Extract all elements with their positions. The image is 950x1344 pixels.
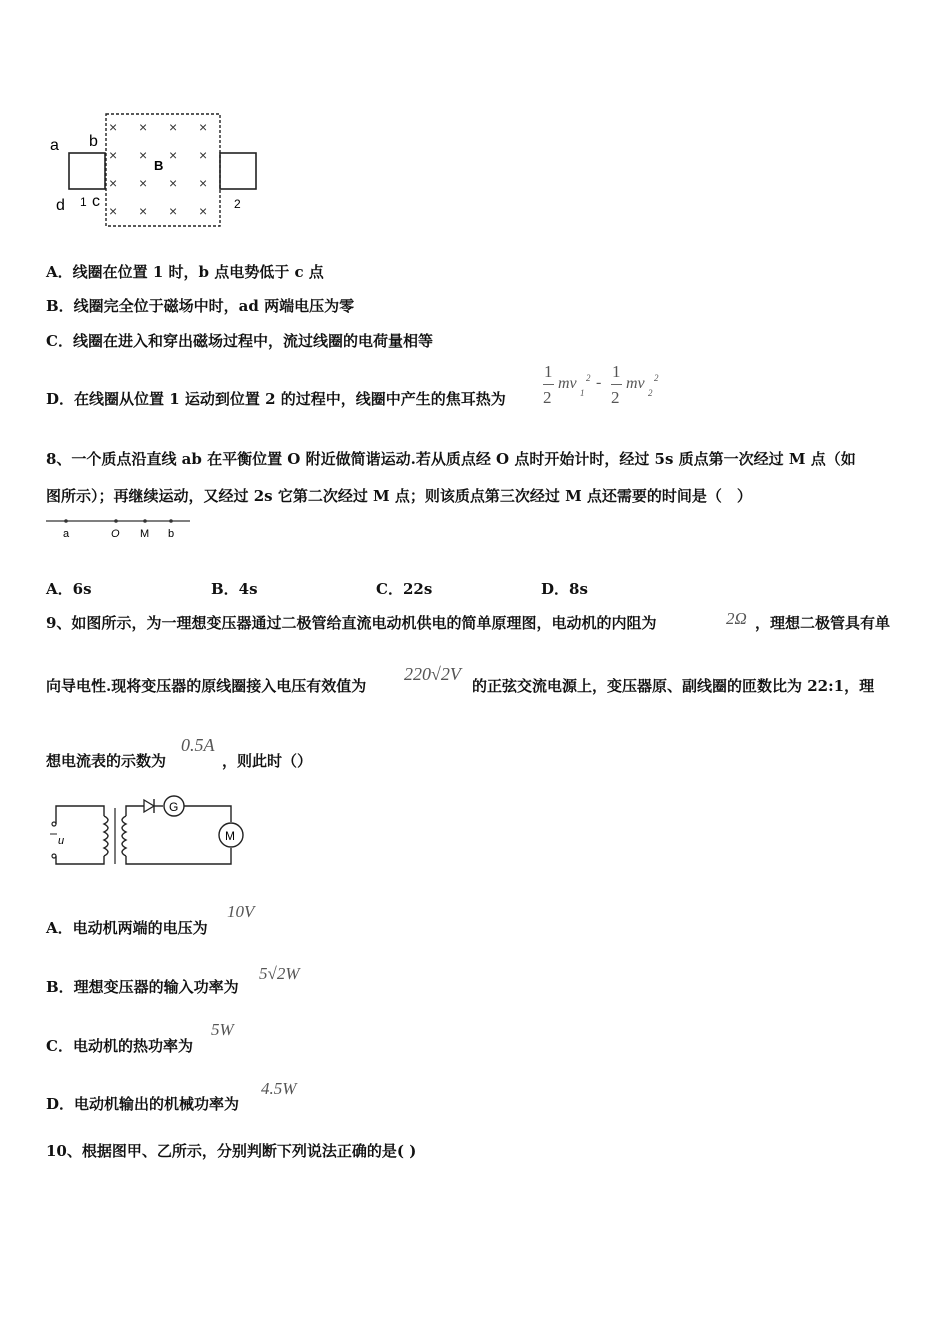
frac2-num: 1 bbox=[612, 362, 621, 381]
q9-resistance: 2Ω bbox=[726, 609, 747, 628]
diode-icon bbox=[144, 800, 154, 812]
q9-option-a-value: 10V bbox=[227, 902, 255, 921]
transformer-circuit-figure bbox=[44, 794, 249, 874]
svg-text:×: × bbox=[139, 119, 148, 135]
q7-option-d: D．在线圈从位置 1 运动到位置 2 的过程中，线圈中产生的焦耳热为 bbox=[46, 390, 506, 408]
q9-stem-line1-tail: ，理想二极管具有单 bbox=[755, 614, 891, 632]
term1-sup: 2 bbox=[586, 373, 591, 383]
q8-option-b: B．4s bbox=[211, 580, 258, 598]
q9-voltage: 220√2V bbox=[404, 664, 461, 684]
svg-text:×: × bbox=[169, 203, 178, 219]
q8-option-a: A．6s bbox=[46, 580, 92, 598]
q8-stem-line1: 8、一个质点沿直线 ab 在平衡位置 O 附近做简谐运动.若从质点经 O 点时开始计时，经过 5s 质点第一次经过 M 点（如 bbox=[46, 450, 856, 468]
axis-label-o: O bbox=[111, 528, 120, 540]
axis-label-b: b bbox=[168, 528, 175, 540]
svg-text:×: × bbox=[139, 175, 148, 191]
axis-label-m: M bbox=[140, 528, 150, 540]
q7-d-formula bbox=[540, 362, 670, 412]
frac2-den: 2 bbox=[611, 388, 620, 407]
svg-text:×: × bbox=[199, 119, 208, 135]
corner-label-b: b bbox=[89, 133, 98, 150]
term2-sub: 2 bbox=[648, 388, 653, 398]
frac1-num: 1 bbox=[544, 362, 553, 381]
coil-position-1 bbox=[69, 153, 105, 189]
q9-option-a: A．电动机两端的电压为 bbox=[46, 919, 208, 937]
magnetic-field-figure bbox=[44, 108, 264, 233]
q7-option-c: C．线圈在进入和穿出磁场过程中，流过线圈的电荷量相等 bbox=[46, 332, 433, 350]
svg-text:×: × bbox=[139, 147, 148, 163]
q9-current: 0.5A bbox=[181, 735, 215, 755]
q9-option-b: B．理想变压器的输入功率为 bbox=[46, 978, 239, 996]
svg-text:×: × bbox=[109, 203, 118, 219]
svg-text:×: × bbox=[169, 175, 178, 191]
corner-label-a: a bbox=[50, 137, 59, 154]
q7-option-a: A．线圈在位置 1 时，b 点电势低于 c 点 bbox=[46, 263, 324, 281]
motor-label: M bbox=[225, 829, 235, 843]
axis-label-a: a bbox=[63, 528, 70, 540]
minus-sign: - bbox=[596, 374, 602, 391]
svg-text:×: × bbox=[199, 147, 208, 163]
frac2-bar bbox=[611, 384, 622, 385]
q10-stem: 10、根据图甲、乙所示，分别判断下列说法正确的是( ) bbox=[46, 1142, 417, 1160]
corner-label-d: d bbox=[56, 197, 65, 214]
term1: mv bbox=[558, 375, 577, 392]
term1-sub: 1 bbox=[580, 388, 585, 398]
q9-option-b-value: 5√2W bbox=[259, 964, 300, 983]
svg-text:×: × bbox=[199, 175, 208, 191]
q9-stem-line1: 9、如图所示，为一理想变压器通过二极管给直流电动机供电的简单原理图，电动机的内阻为 bbox=[46, 614, 657, 632]
q9-stem-line3-tail: ，则此时（） bbox=[222, 752, 313, 770]
svg-text:×: × bbox=[169, 119, 178, 135]
q8-option-c: C．22s bbox=[376, 580, 433, 598]
q9-option-c: C．电动机的热功率为 bbox=[46, 1037, 193, 1055]
position-label-2: 2 bbox=[234, 197, 241, 211]
field-label-B: B bbox=[154, 158, 164, 173]
q9-option-d-value: 4.5W bbox=[261, 1079, 297, 1098]
svg-text:×: × bbox=[169, 147, 178, 163]
q8-option-d: D．8s bbox=[541, 580, 588, 598]
svg-text:×: × bbox=[109, 119, 118, 135]
coil-position-2 bbox=[220, 153, 256, 189]
q9-stem-line2: 向导电性.现将变压器的原线圈接入电压有效值为 bbox=[46, 677, 367, 695]
q9-stem-line3: 想电流表的示数为 bbox=[46, 752, 167, 770]
term2: mv bbox=[626, 375, 645, 392]
frac1-bar bbox=[543, 384, 554, 385]
q9-option-d: D．电动机输出的机械功率为 bbox=[46, 1095, 240, 1113]
position-label-1: 1 bbox=[80, 195, 87, 209]
svg-text:×: × bbox=[109, 147, 118, 163]
svg-text:×: × bbox=[109, 175, 118, 191]
q9-option-c-value: 5W bbox=[211, 1020, 234, 1039]
frac1-den: 2 bbox=[543, 388, 552, 407]
q9-stem-line2-tail: 的正弦交流电源上，变压器原、副线圈的匝数比为 22:1，理 bbox=[472, 677, 875, 695]
q7-option-b: B．线圈完全位于磁场中时，ad 两端电压为零 bbox=[46, 297, 355, 315]
corner-label-c: c bbox=[92, 193, 100, 210]
q8-stem-line2: 图所示）；再继续运动，又经过 2s 它第二次经过 M 点；则该质点第三次经过 M 点还需要的时间是（ ） bbox=[46, 487, 752, 505]
svg-text:×: × bbox=[139, 203, 148, 219]
term2-sup: 2 bbox=[654, 373, 659, 383]
svg-text:×: × bbox=[199, 203, 208, 219]
ammeter-label: G bbox=[169, 800, 179, 814]
source-label-u: u bbox=[58, 835, 65, 847]
shm-axis-figure bbox=[44, 514, 194, 544]
